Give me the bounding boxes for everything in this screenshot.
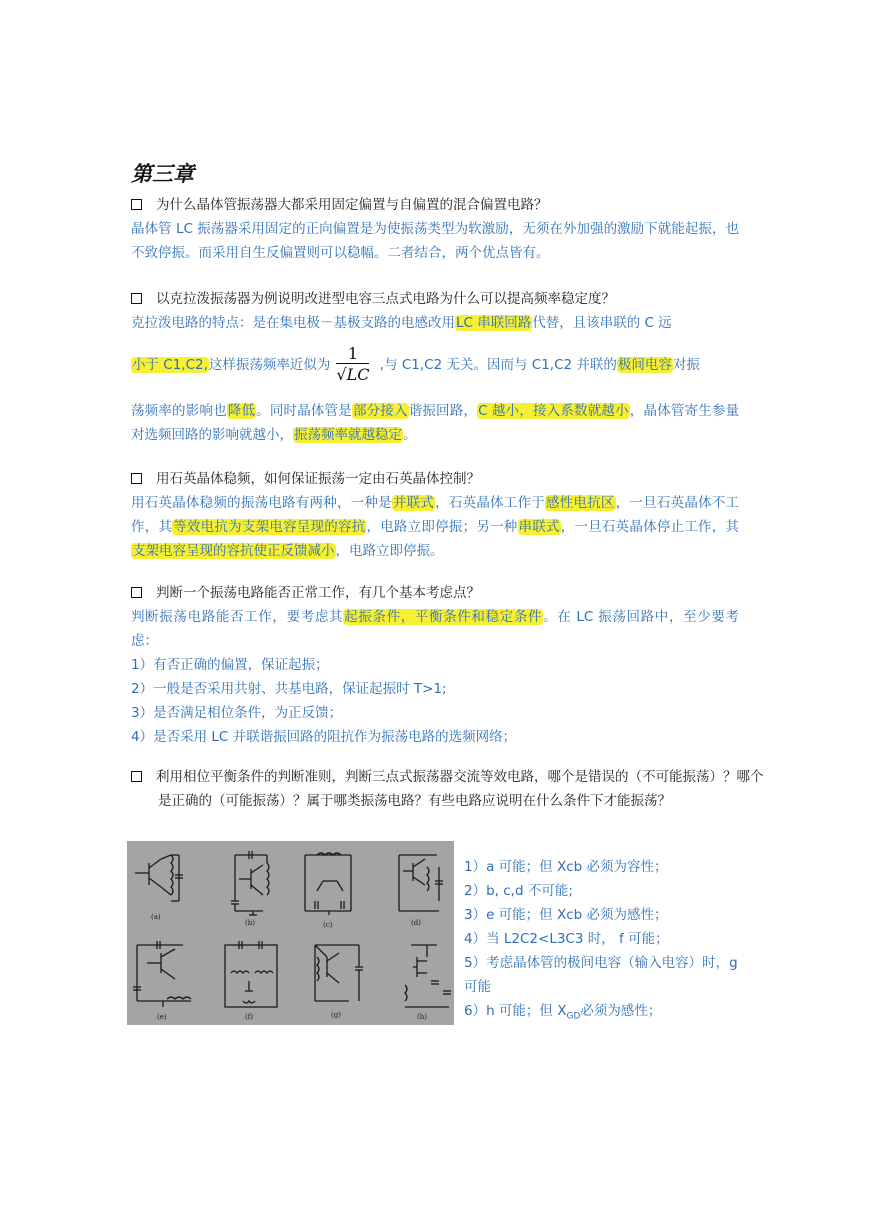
list-item: 4）是否采用 LC 并联谐振回路的阻抗作为振荡电路的选频网络；	[131, 729, 517, 745]
question-text: 为什么晶体管振荡器大都采用固定偏置与自偏置的混合偏置电路？	[156, 197, 548, 213]
question-4	[131, 581, 741, 605]
formula-denominator: √LC	[336, 364, 370, 384]
answer-text: 。	[403, 427, 417, 443]
figure-label: (e)	[157, 1013, 167, 1021]
answer-text: 。同时晶体管是	[256, 403, 352, 419]
formula-numerator: 1	[336, 345, 369, 364]
question-text: 用石英晶体稳频，如何保证振荡一定由石英晶体控制？	[156, 471, 480, 487]
figure-label: (c)	[323, 921, 333, 929]
highlight: 起振条件，平衡条件和稳定条件	[344, 609, 543, 625]
figure-label: (f)	[245, 1013, 254, 1021]
answer-4	[131, 605, 739, 653]
figure-answer-6	[464, 999, 744, 1029]
highlight: LC 串联回路	[456, 315, 532, 331]
highlight: 并联式	[392, 495, 435, 511]
question-text: 判断一个振荡电路能否正常工作，有几个基本考虑点？	[156, 585, 480, 601]
question-text: 利用相位平衡条件的判断准则，判断三点式振荡器交流等效电路，哪个是错误的（不可能振荡）？哪个是正确的（可能振荡）？属于哪类振荡电路？有些电路应说明在什么条件下才能振荡？	[156, 769, 764, 809]
answer-text: 这样振荡频率近似为	[208, 357, 331, 373]
figure-label: (d)	[411, 919, 421, 927]
answer-text: ,与 C1,C2 无关。因而与 C1,C2 并联的	[375, 357, 617, 373]
highlight: 极间电容	[617, 357, 672, 373]
answer-text: ，晶体管寄生参量对选频回路的影响就越小，	[131, 403, 740, 443]
answer-2-line-1	[131, 311, 739, 335]
highlight: 串联式	[518, 519, 560, 535]
answer-text: 谐振回路，	[408, 403, 478, 419]
highlight: 等效电抗为支架电容呈现的容抗	[173, 519, 366, 535]
answer-text: ，一旦石英晶体停止工作，其	[560, 519, 740, 535]
chapter-title: 第三章	[131, 161, 194, 186]
circuit-diagrams-svg	[127, 841, 454, 1025]
question-5	[131, 765, 768, 813]
checkbox-icon[interactable]	[131, 587, 142, 598]
answer-text: 代替，且该串联的 C 远	[532, 315, 672, 331]
answer-text: 必须为感性；	[580, 1003, 662, 1019]
answer-1: 晶体管 LC 振荡器采用固定的正向偏置是为使振荡类型为软激励，无须在外加强的激励下就能起振，也不致停振。而采用自生反偏置则可以稳幅。二者结合，两个优点皆有。	[131, 221, 739, 261]
frequency-formula	[336, 345, 369, 386]
answer-text: 。在 LC 振荡回路中，至少要考虑：	[131, 609, 740, 649]
list-item: 1）有否正确的偏置，保证起振；	[131, 657, 329, 673]
figure-answer: 1）a 可能；但 Xcb 必须为容性；	[464, 859, 668, 875]
circuit-diagrams-image	[127, 841, 454, 1025]
checkbox-icon[interactable]	[131, 473, 142, 484]
highlight: 振荡频率就越稳定	[294, 427, 402, 443]
figure-answer: 3）e 可能；但 Xcb 必须为感性；	[464, 907, 668, 923]
answer-text: 6）h 可能；但 X	[464, 1003, 567, 1019]
checkbox-icon[interactable]	[131, 199, 142, 210]
answer-text: 判断振荡电路能否工作，要考虑其	[131, 609, 344, 625]
figure-label: (a)	[151, 913, 161, 921]
answer-2-line-2: 小于 C1,C2,这样振荡频率近似为 $\frac{1}{√LC}$ ,与 C1,C2 无关。因而与 C1,C2 并联的极间电容对振	[132, 343, 700, 384]
question-3	[131, 467, 741, 491]
figure-label: (g)	[331, 1011, 341, 1019]
answer-text: 克拉泼电路的特点：是在集电极－基极支路的电感改用	[131, 315, 455, 331]
highlight: 部分接入	[352, 403, 408, 419]
answer-text: ，电路立即停振；另一种	[366, 519, 518, 535]
highlight: 降低	[227, 403, 256, 419]
checkbox-icon[interactable]	[131, 771, 142, 782]
figure-label: (h)	[417, 1013, 427, 1021]
highlight: 支架电容呈现的容抗使正反馈减小	[132, 543, 335, 559]
figure-answer: 2）b, c,d 不可能;	[464, 883, 573, 899]
answer-text: ，石英晶体工作于	[435, 495, 545, 511]
question-1	[131, 193, 741, 217]
answer-text: ，电路立即停振。	[335, 543, 444, 559]
formula-lc: LC	[346, 364, 370, 384]
figure-answer: 4）当 L2C2<L3C3 时， f 可能；	[464, 931, 669, 947]
subscript: GD	[566, 1011, 581, 1022]
question-2	[131, 287, 741, 311]
answer-text: ，一旦石英晶体不工作，其	[131, 495, 740, 535]
highlight: 小于 C1,C2,	[132, 357, 208, 373]
highlight: C 越小，接入系数就越小	[478, 403, 629, 419]
answer-2-line-3: 荡频率的影响也降低。同时晶体管是部分接入谐振回路，C 越小，接入系数就越小，晶体管寄生参量对选频回路的影响就越小，振荡频率就越稳定。	[131, 403, 740, 443]
question-text: 以克拉泼振荡器为例说明改进型电容三点式电路为什么可以提高频率稳定度？	[156, 291, 615, 307]
answer-3	[131, 491, 739, 563]
checkbox-icon[interactable]	[131, 293, 142, 304]
figure-answer: 5）考虑晶体管的极间电容（输入电容）时，g 可能	[464, 955, 738, 995]
list-item: 3）是否满足相位条件，为正反馈；	[131, 705, 343, 721]
figure-label: (b)	[245, 919, 255, 927]
highlight: 感性电抗区	[546, 495, 615, 511]
answer-text: 用石英晶体稳频的振荡电路有两种，一种是	[131, 495, 392, 511]
list-item: 2）一般是否采用共射、共基电路，保证起振时 T>1;	[131, 681, 447, 697]
